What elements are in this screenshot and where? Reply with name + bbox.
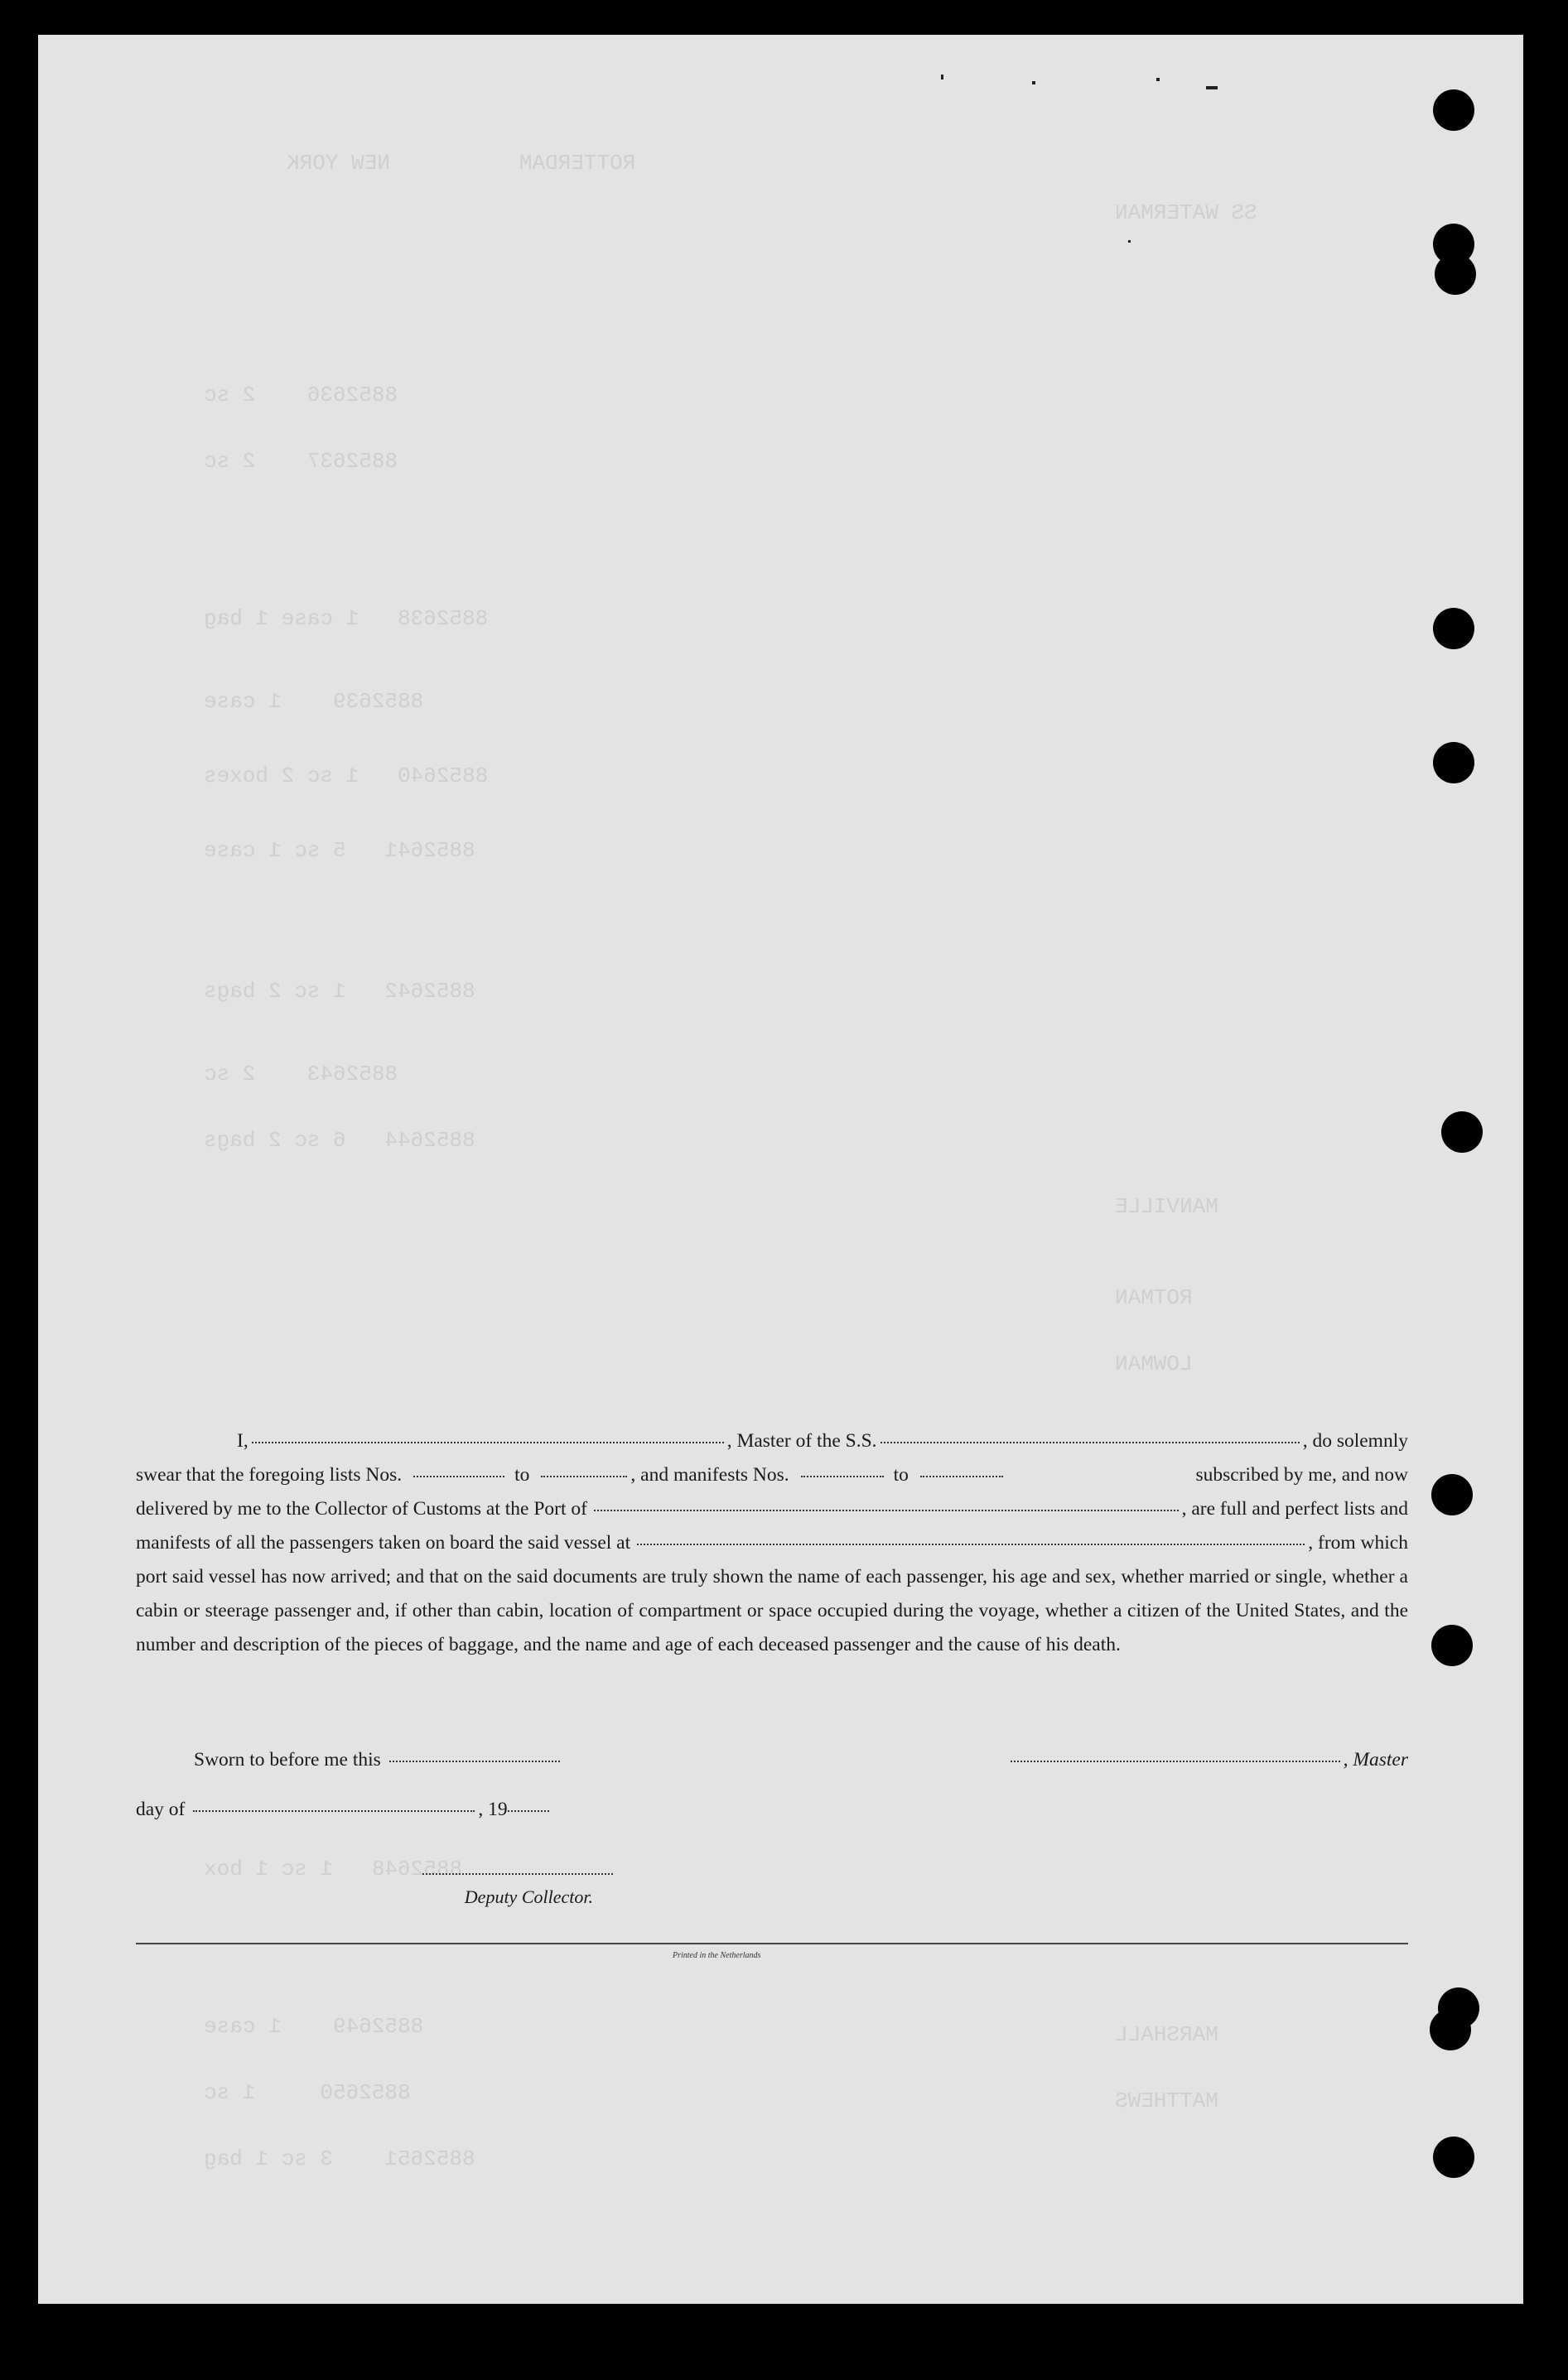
punch-hole: [1433, 608, 1474, 649]
ink-speck: [1032, 81, 1035, 84]
manifests-label: , and manifests Nos.: [630, 1464, 789, 1486]
day-row: [136, 1799, 552, 1832]
ship-name-field[interactable]: [880, 1441, 1300, 1443]
collector-label: delivered by me to the Collector of Customs at the Port of: [136, 1498, 587, 1520]
footer-rule: [136, 1943, 1408, 1944]
declaration-line-3: [136, 1492, 1408, 1526]
oath-paragraph: port said vessel has now arrived; and that on the said documents are truly shown the name of each passenger, his age and sex, whether married or single, whether a cabin or steerage passenger and, if other than cabin, location of compartment or space occupied during the voyage, whether a citizen of the United States, and the number and description of the pieces of baggage, and the name and age of each deceased passenger and the cause of his death.: [136, 1566, 1408, 1655]
master-label: , Master: [1343, 1749, 1408, 1771]
bleed-through-text: LOWMAN: [1115, 1351, 1193, 1376]
bleed-through-text: 8852651 3 sc 1 bag: [204, 2146, 475, 2171]
declaration-line-2: [136, 1458, 1408, 1492]
bleed-through-text: 8852643 2 sc: [204, 1062, 398, 1086]
declaration-line-1: [136, 1424, 1408, 1458]
printed-in-label: Printed in the Netherlands: [673, 1951, 761, 1960]
punch-hole: [1433, 2137, 1474, 2178]
solemnly-label: , do solemnly: [1302, 1430, 1408, 1452]
deputy-collector-label: Deputy Collector.: [464, 1886, 593, 1907]
bleed-through-text: ROTMAN: [1115, 1285, 1193, 1310]
bleed-through-text: SS WATERMAN: [1115, 200, 1257, 225]
punch-hole: [1431, 1474, 1473, 1515]
month-field[interactable]: [193, 1809, 475, 1812]
document-sheet: [38, 35, 1523, 2304]
year-label: , 19: [478, 1799, 508, 1820]
bleed-through-text: 8852637 2 sc: [204, 449, 398, 474]
bleed-through-text: MANVILLE: [1115, 1194, 1218, 1219]
bleed-through-text: 8852639 1 case: [204, 689, 424, 714]
punch-hole: [1430, 2009, 1471, 2050]
punch-hole: [1435, 253, 1476, 295]
bleed-through-text: MARSHALL: [1115, 2022, 1218, 2047]
ink-speck: [941, 75, 943, 79]
departure-port-field[interactable]: [637, 1543, 1305, 1545]
manifests-from-field[interactable]: [801, 1475, 884, 1477]
port-field[interactable]: [594, 1509, 1179, 1511]
year-field[interactable]: [508, 1809, 549, 1812]
sworn-row: [136, 1749, 1408, 1782]
bleed-through-text: 8852641 5 sc 1 case: [204, 838, 475, 863]
lists-to-field[interactable]: [541, 1475, 627, 1477]
subscribed-label: subscribed by me, and now: [1195, 1464, 1408, 1486]
sworn-day-field[interactable]: [389, 1760, 560, 1762]
to-label: to: [893, 1464, 909, 1486]
bleed-through-text: 8852638 1 case 1 bag: [204, 606, 489, 631]
manifests-vessel-label: manifests of all the passengers taken on board the said vessel at: [136, 1532, 631, 1554]
lists-label: swear that the foregoing lists Nos.: [136, 1464, 403, 1486]
ink-speck: [1128, 240, 1131, 243]
bleed-through-text: 8852640 1 sc 2 boxes: [204, 764, 489, 788]
punch-hole: [1441, 1111, 1483, 1153]
punch-hole: [1433, 89, 1474, 131]
bleed-through-text: 8852648 1 sc 1 box: [204, 1857, 463, 1881]
day-of-label: day of: [136, 1799, 186, 1820]
oath-prefix: I,: [237, 1430, 248, 1452]
ink-speck: [1156, 78, 1160, 81]
from-which-label: , from which: [1308, 1532, 1408, 1554]
manifests-to-field[interactable]: [920, 1475, 1003, 1477]
declaration-line-4: [136, 1526, 1408, 1560]
to-label: to: [514, 1464, 530, 1486]
oath-declaration: [136, 1424, 1408, 1662]
bleed-through-text: 8852649 1 case: [204, 2014, 424, 2039]
master-name-field[interactable]: [252, 1441, 724, 1443]
master-signature-field[interactable]: [1011, 1760, 1340, 1762]
sworn-label: Sworn to before me this: [194, 1749, 381, 1771]
bleed-through-text: 8852644 6 sc 2 bags: [204, 1128, 475, 1153]
full-lists-label: , are full and perfect lists and: [1181, 1498, 1408, 1520]
punch-hole: [1431, 1625, 1473, 1666]
bleed-through-text: ROTTERDAM NEW YORK: [287, 151, 636, 176]
bleed-through-text: MATTHEWS: [1115, 2089, 1218, 2113]
bleed-through-text: 8852636 2 sc: [204, 383, 398, 407]
ink-speck: [1206, 86, 1218, 89]
punch-hole: [1433, 742, 1474, 783]
bleed-through-text: 8852642 1 sc 2 bags: [204, 979, 475, 1004]
lists-from-field[interactable]: [413, 1475, 504, 1477]
deputy-signature-field[interactable]: [422, 1873, 613, 1875]
bleed-through-text: 8852650 1 sc: [204, 2080, 411, 2105]
master-of-label: , Master of the S.S.: [726, 1430, 877, 1452]
